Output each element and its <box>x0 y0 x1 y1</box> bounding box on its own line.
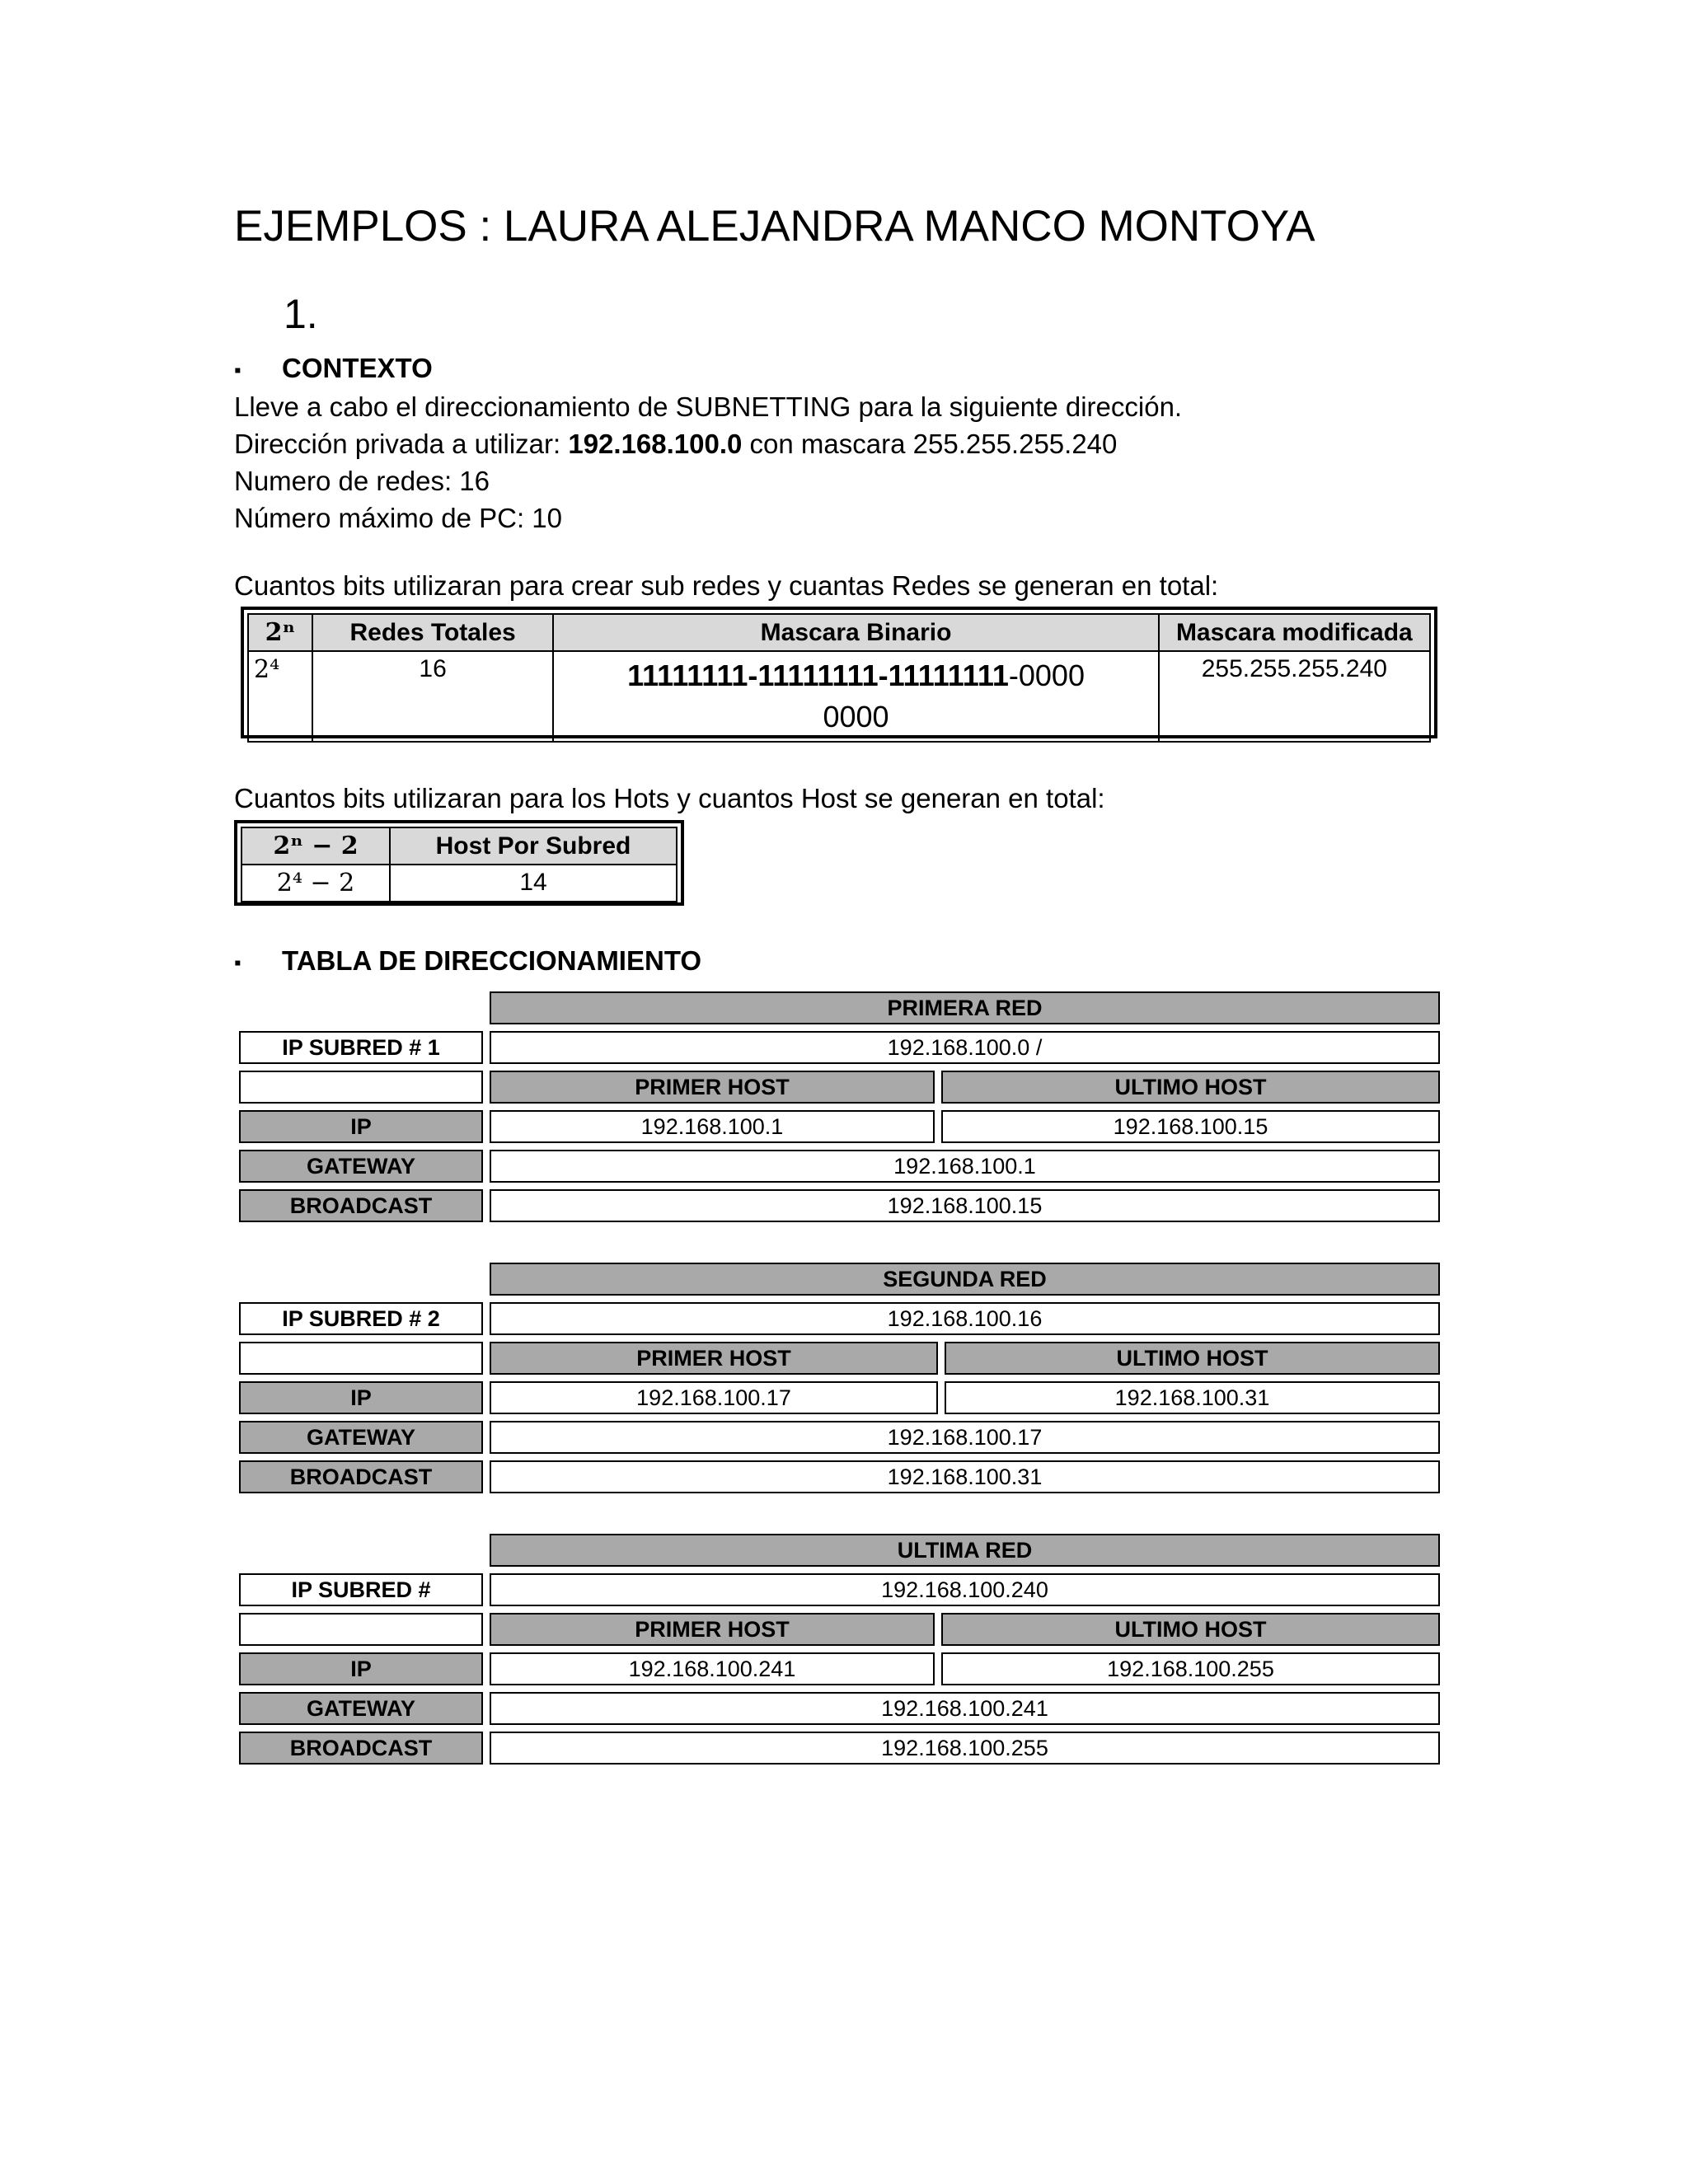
bits-host-question: Cuantos bits utilizaran para los Hots y cuantos Host se generan en total: <box>234 783 1105 813</box>
line2-suffix: con mascara 255.255.255.240 <box>742 429 1118 459</box>
subred-label: IP SUBRED # 2 <box>239 1302 483 1335</box>
subred-ip: 192.168.100.240 <box>490 1573 1440 1606</box>
header-redes-totales: Redes Totales <box>312 614 554 651</box>
contexto-line-1: Lleve a cabo el direccionamiento de SUBNETTING para la siguiente dirección. <box>234 391 1183 422</box>
primer-host-ip: 192.168.100.241 <box>490 1652 935 1685</box>
cell-hosts: 14 <box>390 865 677 902</box>
bullet-icon: ▪ <box>234 359 241 382</box>
contexto-line-4: Número máximo de PC: 10 <box>234 503 562 533</box>
item-number: 1. <box>284 291 318 337</box>
private-ip: 192.168.100.0 <box>568 429 743 459</box>
ultimo-host-ip: 192.168.100.15 <box>941 1110 1440 1143</box>
gateway-label: GATEWAY <box>239 1421 483 1454</box>
page-title: EJEMPLOS : LAURA ALEJANDRA MANCO MONTOYA <box>234 202 1315 251</box>
subred-label: IP SUBRED # <box>239 1573 483 1606</box>
ip-label: IP <box>239 1652 483 1685</box>
blank-cell <box>239 1071 483 1104</box>
ultimo-host-ip: 192.168.100.31 <box>945 1381 1440 1414</box>
primer-host-header: PRIMER HOST <box>490 1071 935 1104</box>
bullet-icon: ▪ <box>234 952 241 974</box>
header-mascara-binario: Mascara Binario <box>553 614 1158 651</box>
blank-cell <box>239 1613 483 1646</box>
mask-bold: 11111111-11111111-11111111 <box>627 658 1009 692</box>
subred-ip: 192.168.100.16 <box>490 1302 1440 1335</box>
mask-rest: -0000 <box>1008 658 1085 692</box>
header-mascara-modificada: Mascara modificada <box>1159 614 1430 651</box>
cell-power: 2⁴ <box>248 651 312 742</box>
header-host-por-subred: Host Por Subred <box>390 827 677 865</box>
subred-ip: 192.168.100.0 / <box>490 1031 1440 1064</box>
header-formula: 2ⁿ − 2 <box>241 827 390 865</box>
bits-subred-table <box>241 607 1437 738</box>
primer-host-header: PRIMER HOST <box>490 1613 935 1646</box>
broadcast-value: 192.168.100.31 <box>490 1460 1440 1493</box>
bits-host-table <box>234 820 684 906</box>
header-power: 2ⁿ <box>248 614 312 651</box>
cell-mascara-binario <box>553 651 1158 742</box>
broadcast-value: 192.168.100.255 <box>490 1732 1440 1765</box>
primer-host-ip: 192.168.100.17 <box>490 1381 938 1414</box>
gateway-label: GATEWAY <box>239 1150 483 1183</box>
cell-redes: 16 <box>312 651 554 742</box>
ultimo-host-header: ULTIMO HOST <box>941 1071 1440 1104</box>
line2-prefix: Dirección privada a utilizar: <box>234 429 569 459</box>
ultimo-host-ip: 192.168.100.255 <box>941 1652 1440 1685</box>
bits-subred-question: Cuantos bits utilizaran para crear sub redes y cuantas Redes se generan en total: <box>234 570 1219 601</box>
primer-host-ip: 192.168.100.1 <box>490 1110 935 1143</box>
primer-host-header: PRIMER HOST <box>490 1342 938 1375</box>
ultimo-host-header: ULTIMO HOST <box>945 1342 1440 1375</box>
red-name: PRIMERA RED <box>490 991 1440 1024</box>
cell-formula: 2⁴ − 2 <box>241 865 390 902</box>
broadcast-label: BROADCAST <box>239 1732 483 1765</box>
broadcast-value: 192.168.100.15 <box>490 1189 1440 1222</box>
gateway-value: 192.168.100.1 <box>490 1150 1440 1183</box>
gateway-label: GATEWAY <box>239 1692 483 1725</box>
red-name: ULTIMA RED <box>490 1534 1440 1567</box>
mask-line2: 0000 <box>823 700 889 733</box>
contexto-line-3: Numero de redes: 16 <box>234 466 490 496</box>
tabla-heading: TABLA DE DIRECCIONAMIENTO <box>282 945 702 976</box>
contexto-line-2 <box>234 425 1117 462</box>
blank-cell <box>239 1342 483 1375</box>
subred-label: IP SUBRED # 1 <box>239 1031 483 1064</box>
broadcast-label: BROADCAST <box>239 1189 483 1222</box>
contexto-heading: CONTEXTO <box>282 353 433 383</box>
broadcast-label: BROADCAST <box>239 1460 483 1493</box>
ultimo-host-header: ULTIMO HOST <box>941 1613 1440 1646</box>
red-name: SEGUNDA RED <box>490 1263 1440 1296</box>
cell-mascara-modificada: 255.255.255.240 <box>1159 651 1430 742</box>
gateway-value: 192.168.100.241 <box>490 1692 1440 1725</box>
gateway-value: 192.168.100.17 <box>490 1421 1440 1454</box>
ip-label: IP <box>239 1381 483 1414</box>
ip-label: IP <box>239 1110 483 1143</box>
